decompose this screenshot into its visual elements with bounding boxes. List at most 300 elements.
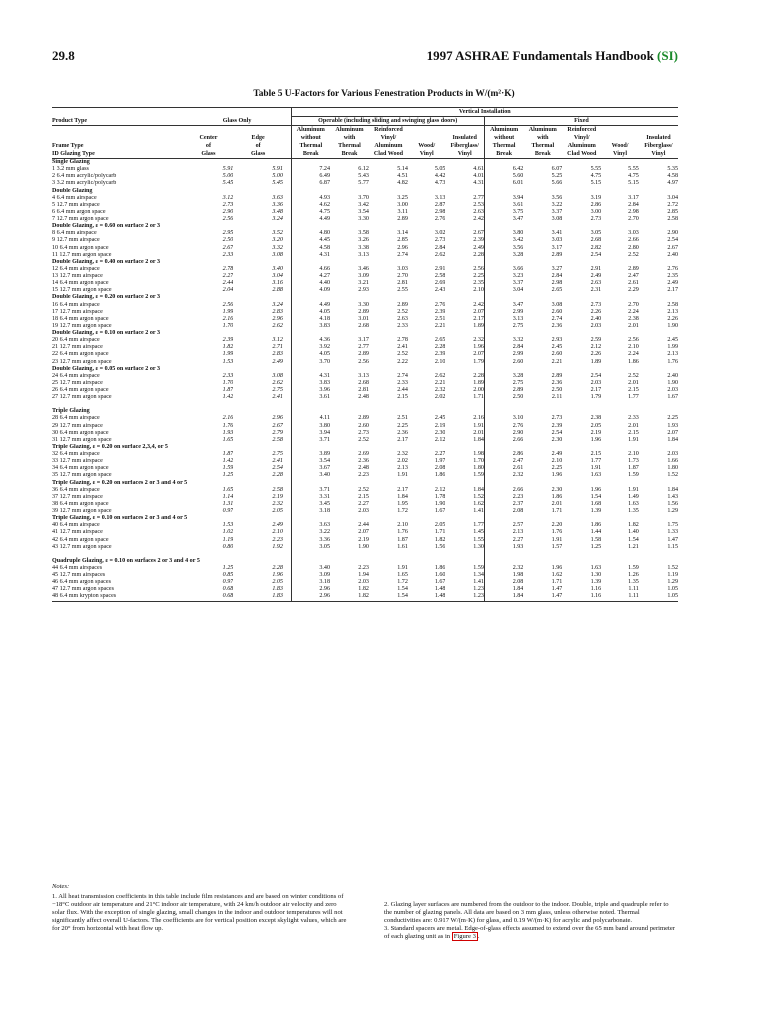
u-factor-value: 3.48: [272, 208, 283, 215]
u-factor-value: 4.51: [397, 173, 408, 180]
u-factor-value: 3.09: [291, 572, 330, 579]
table-cell: [369, 444, 408, 451]
u-factor-value: 2.39: [434, 351, 446, 358]
table-cell: [523, 330, 562, 337]
u-factor-value: 3.63: [291, 522, 330, 529]
table-cell: [52, 108, 184, 117]
table-cell: [283, 572, 291, 579]
u-factor-value: 2.39: [434, 308, 446, 315]
u-factor-value: 0.97: [222, 508, 234, 514]
u-factor-value: 3.03: [628, 230, 639, 237]
u-factor-value: 1.26: [628, 572, 639, 578]
u-factor-value: 1.63: [590, 472, 602, 479]
u-factor-value: 1.91: [628, 436, 639, 443]
u-factor-value: 2.56: [358, 358, 369, 365]
table-row: [52, 273, 678, 280]
u-factor-value: 2.56: [222, 216, 234, 222]
u-factor-value: 2.17: [397, 486, 408, 493]
u-factor-value: 2.91: [434, 265, 446, 272]
u-factor-value: 5.91: [272, 166, 283, 173]
column-header-cell: Wood/: [611, 143, 629, 149]
table-cell: [562, 401, 601, 415]
u-factor-value: 2.60: [358, 422, 369, 429]
u-factor-value: 4.75: [628, 173, 639, 180]
u-factor-value: 2.71: [272, 344, 283, 351]
table-cell: [283, 394, 291, 401]
section-header-row: [52, 294, 678, 301]
u-factor-value: 2.84: [628, 201, 639, 208]
u-factor-value: 1.77: [590, 458, 602, 465]
table-cell: [330, 294, 369, 301]
u-factor-value: 2.17: [590, 387, 602, 393]
glazing-type-label: 33 12.7 mm airspace: [52, 458, 103, 465]
u-factor-value: 1.70: [222, 379, 234, 386]
table-cell: [445, 294, 484, 301]
u-factor-value: 3.30: [358, 301, 369, 308]
table-cell: [283, 237, 291, 244]
table-cell: [639, 480, 678, 487]
glazing-type-label: 15 12.7 mm argon space: [52, 287, 112, 294]
u-factor-value: 2.39: [551, 422, 563, 429]
glazing-type-label: 18 6.4 mm argon space: [52, 315, 109, 322]
u-factor-value: 4.05: [291, 351, 330, 358]
table-cell: [283, 423, 291, 430]
section-header-row: [52, 551, 678, 565]
column-header-cell: Wood/: [418, 143, 436, 149]
operable-header: Operable (including sliding and swinging glass doors): [291, 117, 484, 126]
u-factor-value: 2.15: [358, 493, 369, 500]
u-factor-value: 2.98: [434, 208, 446, 215]
table-row: [52, 451, 678, 458]
u-factor-value: 3.56: [484, 245, 523, 252]
u-factor-value: 1.84: [667, 436, 678, 443]
u-factor-value: 2.63: [590, 280, 602, 287]
u-factor-value: 2.01: [551, 500, 563, 507]
table-cell: [639, 159, 678, 167]
table-cell: [484, 223, 523, 230]
column-header-cell: of: [255, 143, 261, 149]
table-row: [52, 437, 678, 444]
u-factor-value: 3.08: [551, 301, 563, 308]
table-cell: [369, 551, 408, 565]
u-factor-value: 2.03: [590, 322, 602, 329]
u-factor-value: 1.42: [222, 458, 234, 465]
u-factor-value: 1.59: [628, 564, 639, 571]
u-factor-value: 2.01: [628, 322, 639, 329]
u-factor-value: 1.76: [667, 358, 678, 365]
u-factor-value: 3.03: [397, 265, 408, 272]
table-cell: [408, 444, 446, 451]
table-cell: [283, 487, 291, 494]
u-factor-value: 3.61: [291, 394, 330, 401]
u-factor-value: 2.83: [272, 351, 283, 358]
glazing-type-label: 27 12.7 mm argon space: [52, 394, 112, 401]
u-factor-value: 1.23: [445, 593, 484, 601]
u-factor-value: 3.18: [291, 579, 330, 586]
u-factor-value: 2.42: [473, 301, 484, 308]
u-factor-value: 2.76: [434, 216, 446, 222]
u-factor-value: 2.67: [667, 244, 678, 251]
u-factor-value: 1.67: [667, 394, 678, 401]
table-cell: [562, 259, 601, 266]
book-title: 1997 ASHRAE Fundamentals Handbook (SI): [426, 48, 678, 63]
u-factor-value: 4.42: [434, 173, 446, 180]
u-factor-value: 2.89: [484, 387, 523, 394]
u-factor-value: 2.36: [358, 458, 369, 465]
u-factor-value: 1.96: [551, 472, 563, 479]
u-factor-value: 1.52: [667, 564, 678, 571]
u-factor-value: 3.18: [291, 508, 330, 515]
u-factor-value: 2.32: [484, 472, 523, 479]
u-factor-value: 5.55: [590, 166, 602, 173]
table-row: [52, 565, 678, 572]
u-factor-value: 1.05: [667, 586, 678, 593]
u-factor-value: 2.11: [551, 394, 563, 401]
table-cell: [330, 330, 369, 337]
u-factor-value: 2.19: [590, 429, 602, 436]
table-cell: [562, 159, 601, 167]
u-factor-value: 2.51: [397, 415, 408, 422]
u-factor-value: 2.38: [628, 315, 639, 322]
page-number: 29.8: [52, 48, 75, 63]
table-cell: [283, 437, 291, 444]
glazing-type-label: 2 6.4 mm acrylic/polycarb: [52, 173, 117, 180]
section-title: Double Glazing, ε = 0.40 on surface 2 or 3: [52, 258, 161, 265]
table-cell: [283, 351, 291, 358]
table-cell: [283, 252, 291, 259]
u-factor-value: 3.13: [484, 316, 523, 323]
u-factor-value: 3.75: [484, 209, 523, 216]
u-factor-value: 2.95: [222, 230, 234, 237]
u-factor-value: 4.31: [473, 180, 484, 187]
u-factor-value: 3.05: [590, 230, 602, 237]
u-factor-value: 6.12: [358, 166, 369, 173]
u-factor-value: 2.65: [551, 287, 563, 294]
u-factor-value: 1.11: [628, 586, 639, 593]
u-factor-value: 2.29: [628, 287, 639, 294]
u-factor-value: 2.80: [628, 244, 639, 251]
u-factor-value: 1.62: [551, 572, 563, 578]
u-factor-value: 2.63: [473, 208, 484, 215]
table-row: [52, 394, 678, 401]
u-factor-value: 2.70: [628, 301, 639, 308]
u-factor-value: 2.23: [484, 494, 523, 501]
u-factor-value: 3.17: [628, 194, 639, 201]
u-factor-value: 2.10: [434, 358, 446, 365]
u-factor-value: 3.17: [551, 244, 563, 251]
u-factor-value: 2.33: [222, 372, 234, 379]
vertical-installation-header: Vertical Installation: [291, 108, 678, 117]
u-factor-value: 3.00: [590, 208, 602, 215]
table-row: [52, 380, 678, 387]
u-factor-value: 1.53: [222, 522, 234, 529]
u-factor-value: 2.77: [358, 344, 369, 351]
u-factor-value: 2.67: [222, 244, 234, 251]
table-cell: [369, 480, 408, 487]
glazing-type-label: 16 6.4 mm airspace: [52, 301, 100, 308]
u-factor-value: 3.52: [272, 230, 283, 237]
u-factor-value: 3.01: [358, 315, 369, 322]
u-factor-value: 1.16: [562, 593, 601, 601]
u-factor-value: 2.13: [667, 308, 678, 315]
glazing-type-label: 12 6.4 mm airspace: [52, 265, 100, 272]
table-cell: [408, 551, 446, 565]
u-factor-value: 1.65: [222, 486, 234, 493]
fixed-header: Fixed: [484, 117, 678, 126]
u-factor-value: 3.16: [272, 280, 283, 287]
table-cell: [330, 444, 369, 451]
u-factor-value: 2.87: [434, 201, 446, 208]
u-factor-value: 4.97: [667, 180, 678, 187]
table-cell: [283, 359, 291, 366]
u-factor-value: 5.66: [551, 180, 563, 187]
u-factor-value: 1.89: [590, 358, 602, 365]
table-cell: [283, 537, 291, 544]
u-factor-value: 2.86: [484, 451, 523, 458]
u-factor-value: 2.43: [434, 287, 446, 294]
u-factor-value: 2.74: [397, 372, 408, 379]
glazing-type-label: 26 6.4 mm argon space: [52, 387, 109, 393]
u-factor-value: 3.27: [551, 265, 563, 272]
u-factor-value: 2.15: [590, 451, 602, 457]
u-factor-value: 1.80: [667, 465, 678, 472]
u-factor-value: 3.71: [291, 487, 330, 494]
table-cell: [330, 223, 369, 230]
u-factor-value: 1.55: [473, 536, 484, 543]
table-cell: [330, 551, 369, 565]
table-row: [52, 309, 678, 316]
u-factor-value: 2.54: [590, 251, 602, 258]
table-cell: [330, 401, 369, 415]
glazing-type-label: 14 6.4 mm argon space: [52, 280, 109, 287]
u-factor-value: 2.15: [628, 429, 639, 436]
section-header-row: [52, 223, 678, 230]
table-row: [52, 465, 678, 472]
table-row: [52, 387, 678, 394]
u-factor-value: 2.25: [397, 422, 408, 429]
table-cell: [283, 458, 291, 465]
u-factor-value: 2.28: [434, 344, 446, 351]
u-factor-value: 2.85: [397, 237, 408, 244]
u-factor-value: 1.47: [523, 593, 562, 601]
note-2: 2. Glazing layer surfaces are numbered from the outdoor to the indoor. Double, triple and quadruple refer to the number of glazing panels. All data are based on 3 mm glass, unless otherwise noted. Thermal conductivities are: 0.917 W/(m·K) for glass, and 0.19 W/(m·K) for acrylic and polycarbonate.: [384, 901, 669, 925]
u-factor-value: 3.23: [484, 273, 523, 280]
section-title: Single Glazing: [52, 159, 90, 165]
u-factor-value: 4.62: [291, 202, 330, 209]
u-factor-value: 2.79: [272, 429, 283, 436]
table-cell: [283, 173, 291, 180]
u-factor-value: 3.19: [590, 194, 602, 201]
u-factor-value: 4.11: [291, 415, 330, 422]
u-factor-value: 3.32: [484, 337, 523, 344]
section-header-row: [52, 480, 678, 487]
table-cell: [369, 366, 408, 373]
u-factor-value: 0.97: [222, 579, 234, 586]
glass-only-header: Glass Only: [184, 117, 291, 126]
u-factor-value: 3.38: [358, 244, 369, 251]
table-cell: [283, 134, 291, 142]
u-factor-value: 2.08: [484, 508, 523, 515]
u-factor-value: 2.68: [590, 237, 602, 244]
table-cell: [330, 480, 369, 487]
u-factor-value: 2.66: [484, 487, 523, 494]
u-factor-value: 1.77: [473, 522, 484, 529]
table-cell: [283, 202, 291, 209]
column-header-cell: [233, 126, 283, 135]
column-header-cell: [408, 134, 446, 142]
u-factor-value: 1.86: [590, 522, 602, 529]
table-cell: [369, 515, 408, 522]
table-cell: [283, 150, 291, 159]
column-header-cell: Aluminum: [291, 126, 330, 135]
table-cell: [408, 330, 446, 337]
u-factor-value: 2.41: [272, 394, 283, 401]
u-factor-value: 2.10: [551, 458, 563, 465]
glazing-type-label: 29 12.7 mm airspace: [52, 422, 103, 429]
table-cell: [283, 508, 291, 515]
u-factor-value: 2.52: [628, 251, 639, 258]
table-cell: [283, 494, 291, 501]
u-factor-value: 1.83: [233, 593, 283, 601]
section-title: Double Glazing, ε = 0.10 on surface 2 or 3: [52, 330, 161, 336]
u-factor-value: 2.63: [397, 315, 408, 322]
u-factor-value: 1.65: [222, 436, 234, 443]
u-factor-value: 5.45: [222, 180, 234, 187]
u-factor-value: 2.50: [222, 237, 234, 244]
table-row: [52, 423, 678, 430]
table-cell: [291, 330, 330, 337]
glazing-type-label: 10 6.4 mm argon space: [52, 244, 109, 251]
table-cell: [369, 401, 408, 415]
table-cell: [283, 126, 291, 135]
table-cell: [562, 551, 601, 565]
u-factor-value: 2.89: [397, 301, 408, 308]
u-factor-value: 1.91: [473, 422, 484, 429]
u-factor-value: 2.03: [358, 579, 369, 586]
table-cell: [283, 166, 291, 173]
glazing-type-label: 7 12.7 mm argon space: [52, 216, 109, 222]
table-cell: [445, 444, 484, 451]
table-row: [52, 180, 678, 187]
u-factor-value: 2.66: [484, 437, 523, 444]
table-cell: [601, 401, 639, 415]
u-factor-value: 2.01: [628, 379, 639, 386]
table-cell: [523, 294, 562, 301]
u-factor-value: 3.13: [434, 194, 446, 201]
table-cell: [369, 330, 408, 337]
u-factor-value: 2.52: [358, 436, 369, 443]
u-factor-value: 1.96: [590, 486, 602, 493]
glazing-type-label: 13 12.7 mm airspace: [52, 273, 103, 279]
u-factor-value: 2.19: [272, 493, 283, 500]
u-factor-value: 1.76: [551, 529, 563, 536]
u-factor-value: 2.96: [272, 315, 283, 322]
table-cell: [283, 195, 291, 202]
u-factor-value: 3.21: [358, 280, 369, 287]
u-factor-value: 2.17: [667, 287, 678, 294]
glazing-type-label: 23 12.7 mm argon space: [52, 358, 112, 365]
u-factor-value: 1.30: [590, 572, 602, 578]
u-factor-value: 3.61: [484, 202, 523, 209]
u-factor-value: 2.98: [628, 208, 639, 215]
table-cell: [639, 366, 678, 373]
u-factor-value: 2.32: [484, 565, 523, 572]
u-factor-value: 2.07: [473, 308, 484, 315]
u-factor-value: 2.61: [484, 465, 523, 472]
table-cell: [408, 223, 446, 230]
u-factor-value: 2.07: [667, 429, 678, 436]
figure-3-link[interactable]: Figure 3: [453, 933, 476, 941]
glazing-type-label: 32 6.4 mm airspace: [52, 451, 100, 457]
u-factor-value: 1.52: [667, 472, 678, 479]
u-factor-value: 3.71: [291, 437, 330, 444]
u-factor-value: 5.77: [358, 180, 369, 187]
u-factor-value: 2.48: [358, 465, 369, 472]
u-factor-value: 2.27: [222, 273, 234, 279]
u-factor-value: 2.16: [222, 315, 234, 322]
table-cell: [484, 188, 523, 195]
glazing-type-label: 6 6.4 mm argon space: [52, 208, 106, 215]
u-factor-value: 2.13: [667, 351, 678, 358]
u-factor-value: 1.78: [434, 493, 446, 500]
u-factor-value: 2.68: [358, 379, 369, 386]
u-factor-value: 3.24: [272, 301, 283, 308]
u-factor-value: 2.81: [358, 387, 369, 393]
glazing-type-label: 28 6.4 mm airspace: [52, 415, 100, 422]
u-factor-value: 6.07: [551, 166, 563, 173]
table-cell: [562, 223, 601, 230]
table-cell: [291, 444, 330, 451]
u-factor-value: 2.05: [434, 522, 446, 529]
u-factor-value: 2.54: [551, 429, 563, 436]
glazing-type-label: 9 12.7 mm airspace: [52, 237, 100, 244]
u-factor-value: 2.49: [551, 451, 563, 457]
section-title: Triple Glazing, ε = 0.20 on surface 2,3,4, or 5: [52, 443, 168, 450]
glazing-type-label: 20 6.4 mm airspace: [52, 337, 100, 344]
u-factor-value: 2.07: [358, 529, 369, 536]
table-cell: [291, 401, 330, 415]
u-factor-value: 1.82: [628, 522, 639, 529]
glazing-type-label: 17 12.7 mm airspace: [52, 308, 103, 315]
u-factor-value: 1.96: [272, 572, 283, 578]
table-cell: [601, 480, 639, 487]
u-factor-value: 1.56: [667, 500, 678, 507]
u-factor-value: 1.52: [473, 493, 484, 500]
table-row: [52, 202, 678, 209]
table-cell: [283, 216, 291, 223]
u-factor-value: 2.19: [358, 536, 369, 543]
u-factor-value: 2.03: [358, 508, 369, 514]
glazing-type-label: 45 12.7 mm airspaces: [52, 572, 106, 578]
table-cell: [562, 444, 601, 451]
u-factor-value: 3.80: [291, 423, 330, 430]
u-factor-value: 3.04: [484, 287, 523, 294]
table-cell: [639, 515, 678, 522]
header-stack-row: [52, 150, 678, 159]
u-factor-value: 2.67: [473, 230, 484, 237]
table-row: [52, 494, 678, 501]
u-factor-value: 2.10: [628, 344, 639, 351]
u-factor-value: 2.70: [628, 216, 639, 222]
u-factor-value: 2.86: [590, 201, 602, 208]
u-factor-value: 1.86: [551, 493, 563, 500]
glazing-type-label: 8 6.4 mm airspace: [52, 230, 97, 237]
u-factor-value: 2.10: [397, 522, 408, 529]
u-factor-value: 2.21: [551, 358, 563, 365]
u-factor-value: 3.20: [272, 237, 283, 244]
u-factor-value: 1.56: [434, 543, 446, 550]
table-cell: [408, 401, 446, 415]
